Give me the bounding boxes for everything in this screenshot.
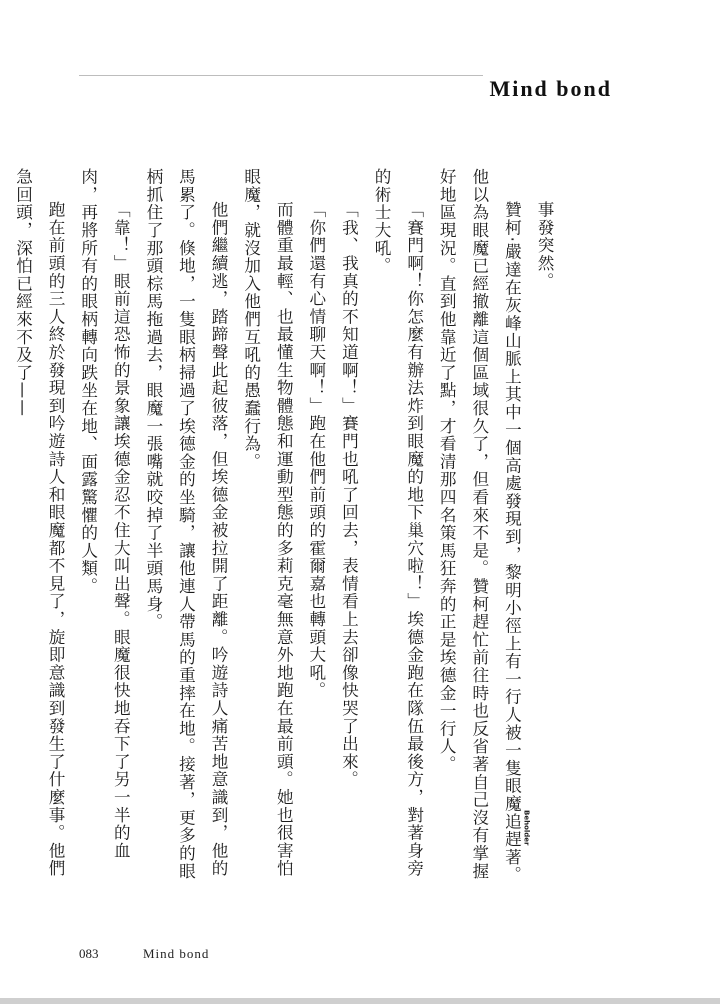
vertical-text-body [13, 168, 560, 886]
ruby-base: 眼魔 [502, 777, 522, 813]
paragraph-6: 而體重最輕、也最懂生物體態和運動型態的多莉克毫無意外地跑在最前頭。她也很害怕眼魔，就沒加入他們互吼的愚蠢行為。 [241, 168, 294, 878]
paragraph-5: 「你們還有心情聊天啊！」跑在他們前頭的霍爾嘉也轉頭大吼。 [306, 201, 326, 700]
paragraph-4: 「我、我真的不知道啊！」賽門也吼了回去，表情看上去卻像快哭了出來。 [339, 201, 359, 789]
running-header-title: Mind bond [489, 76, 612, 101]
page-number: 083 [79, 946, 99, 961]
paragraph-7: 他們繼續逃，踏蹄聲此起彼落，但埃德金被拉開了距離。吟遊詩人痛苦地意識到，他的馬累了。倏地，一隻眼柄掃過了埃德金的坐騎，讓他連人帶馬的重摔在地。接著，更多的眼柄抓住了那頭棕馬拖過去，眼魔一張嘴就咬掉了半頭馬身。 [143, 168, 229, 880]
paragraph-1: 事發突然。 [535, 201, 554, 291]
paragraph-8: 「靠！」眼前這恐怖的景象讓埃德金忍不住大叫出聲。眼魔很快地吞下了另一半的血肉，再將所有的眼柄轉向跌坐在地、面露驚懼的人類。 [78, 168, 131, 860]
paragraph-2 [430, 168, 531, 886]
paragraph-2-rest: 追趕著。他以為眼魔已經撤離這個區域很久了，但看來不是。贊柯趕忙前往時也反省著自己沒有掌握好地區現況。直到他靠近了點，才看清那四名策馬狂奔的正是埃德金一行人。 [437, 168, 522, 885]
bottom-edge-strip [0, 998, 720, 1004]
ruby-gloss: Beholder [522, 810, 531, 846]
footer-title: Mind bond [143, 946, 210, 961]
paragraph-2-lead: 贊柯‧嚴達在灰峰山脈上其中一個高處發現到，黎明小徑上有一行人被一隻 [502, 201, 522, 778]
paragraph-3: 「賽門啊！你怎麼有辦法炸到眼魔的地下巢穴啦！」埃德金跑在隊伍最後方，對著身旁的術士大吼。 [372, 168, 424, 878]
paragraph-9: 跑在前頭的三人終於發現到吟遊詩人和眼魔都不見了，旋即意識到發生了什麼事。他們急回頭，深怕已經來不及了—— [13, 168, 66, 878]
ruby-term-beholder [502, 777, 531, 846]
header-rule [79, 75, 483, 76]
